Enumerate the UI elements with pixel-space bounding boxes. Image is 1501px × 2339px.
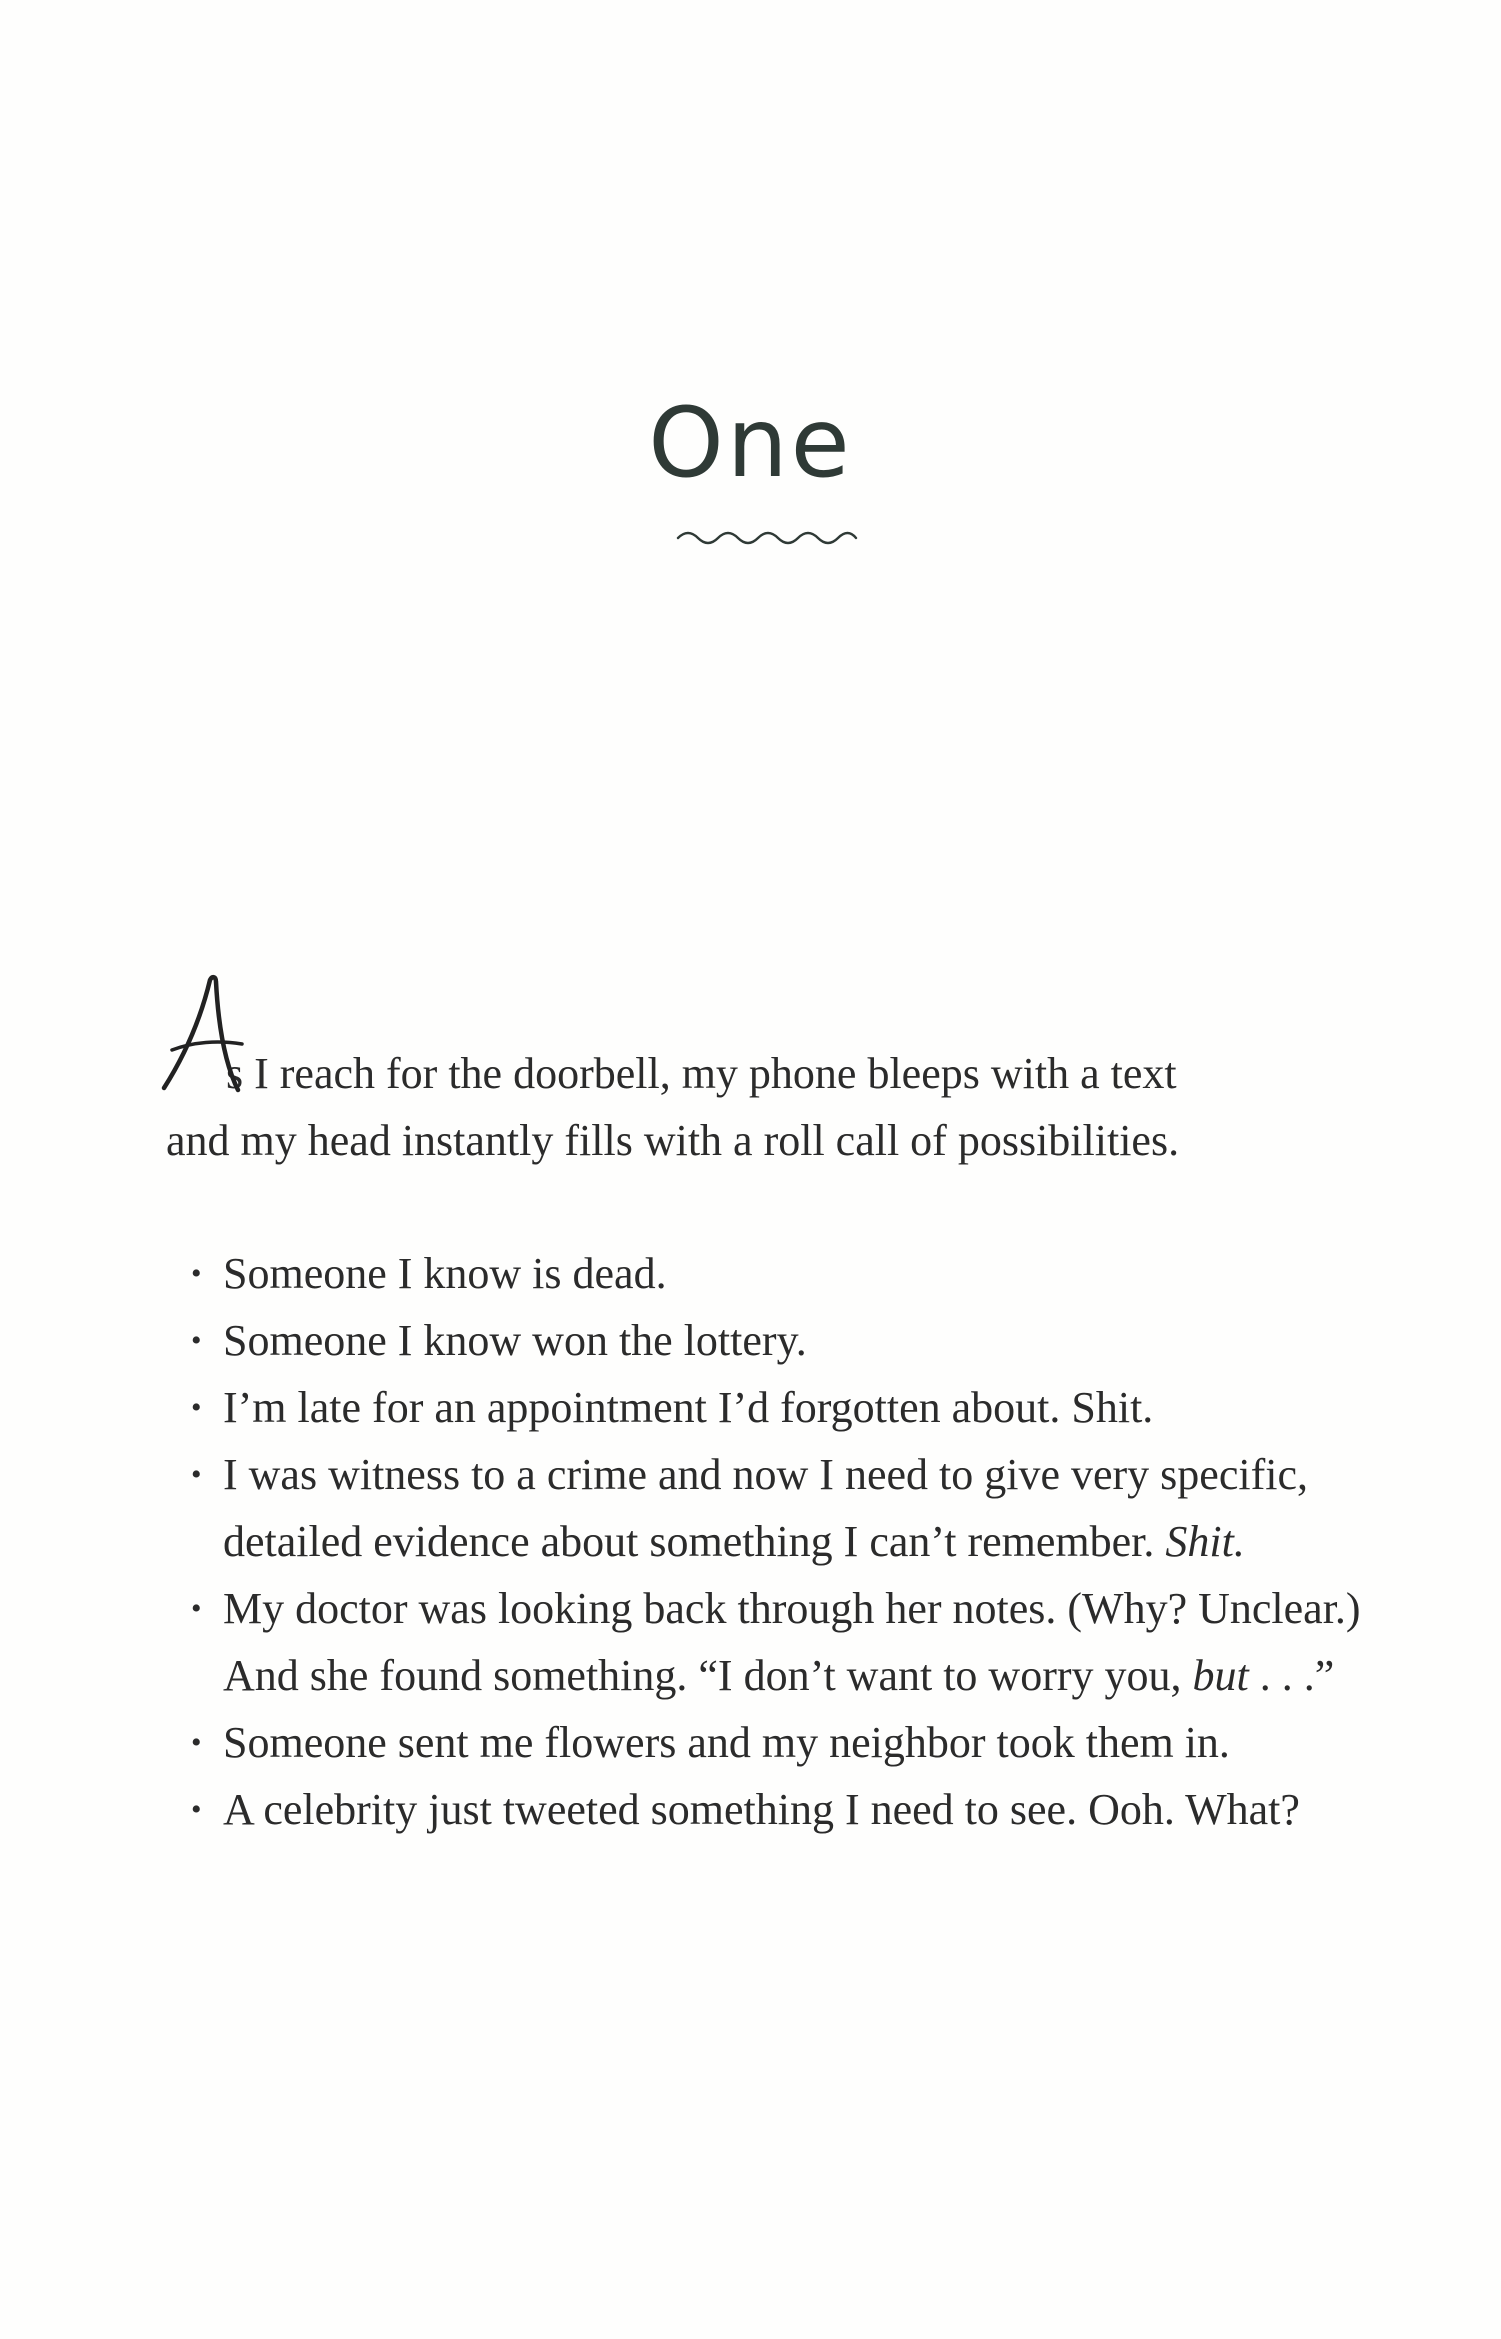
- bullet-icon: •: [191, 1726, 202, 1759]
- list-item: [191, 1374, 1381, 1441]
- list-item: [191, 1240, 1381, 1307]
- possibilities-list: [191, 1240, 1381, 1843]
- list-item: [191, 1776, 1381, 1843]
- bullet-icon: •: [191, 1592, 202, 1625]
- list-item: [191, 1575, 1381, 1709]
- list-item-text: I was witness to a crime and now I need to give very specific, detailed evidence about something I can’t remember.: [223, 1450, 1308, 1566]
- bullet-icon: •: [191, 1391, 202, 1424]
- drop-cap-letter: A: [158, 970, 159, 971]
- drop-cap-script-a: [158, 970, 248, 1110]
- opening-line-1: s I reach for the doorbell, my phone bleeps with a text: [226, 1049, 1177, 1098]
- list-item-emphasis: but: [1192, 1651, 1249, 1700]
- list-item-text: Someone I know is dead.: [223, 1249, 667, 1298]
- opening-line-2: and my head instantly fills with a roll call of possibilities.: [166, 1116, 1180, 1165]
- list-item-text: Someone I know won the lottery.: [223, 1316, 807, 1365]
- list-item-text: I’m late for an appointment I’d forgotten about. Shit.: [223, 1383, 1154, 1432]
- chapter-body: [158, 970, 1376, 1834]
- list-item-text: Someone sent me flowers and my neighbor took them in.: [223, 1718, 1230, 1767]
- list-item: [191, 1709, 1381, 1776]
- bullet-icon: •: [191, 1458, 202, 1491]
- list-item-emphasis: Shit.: [1165, 1517, 1245, 1566]
- list-item: [191, 1307, 1381, 1374]
- bullet-icon: •: [191, 1793, 202, 1826]
- list-item-text: A celebrity just tweeted something I need to see. Ooh. What?: [223, 1785, 1300, 1834]
- opening-paragraph: [158, 970, 1376, 1174]
- bullet-icon: •: [191, 1324, 202, 1357]
- list-item-tail: . . .”: [1248, 1651, 1335, 1700]
- list-item: [191, 1441, 1381, 1575]
- chapter-title: One: [648, 387, 853, 499]
- wave-ornament-icon: [676, 528, 858, 548]
- list-item-text: My doctor was looking back through her notes. (Why? Unclear.) And she found something. “I don’t want to worry you,: [223, 1584, 1361, 1700]
- bullet-icon: •: [191, 1257, 202, 1290]
